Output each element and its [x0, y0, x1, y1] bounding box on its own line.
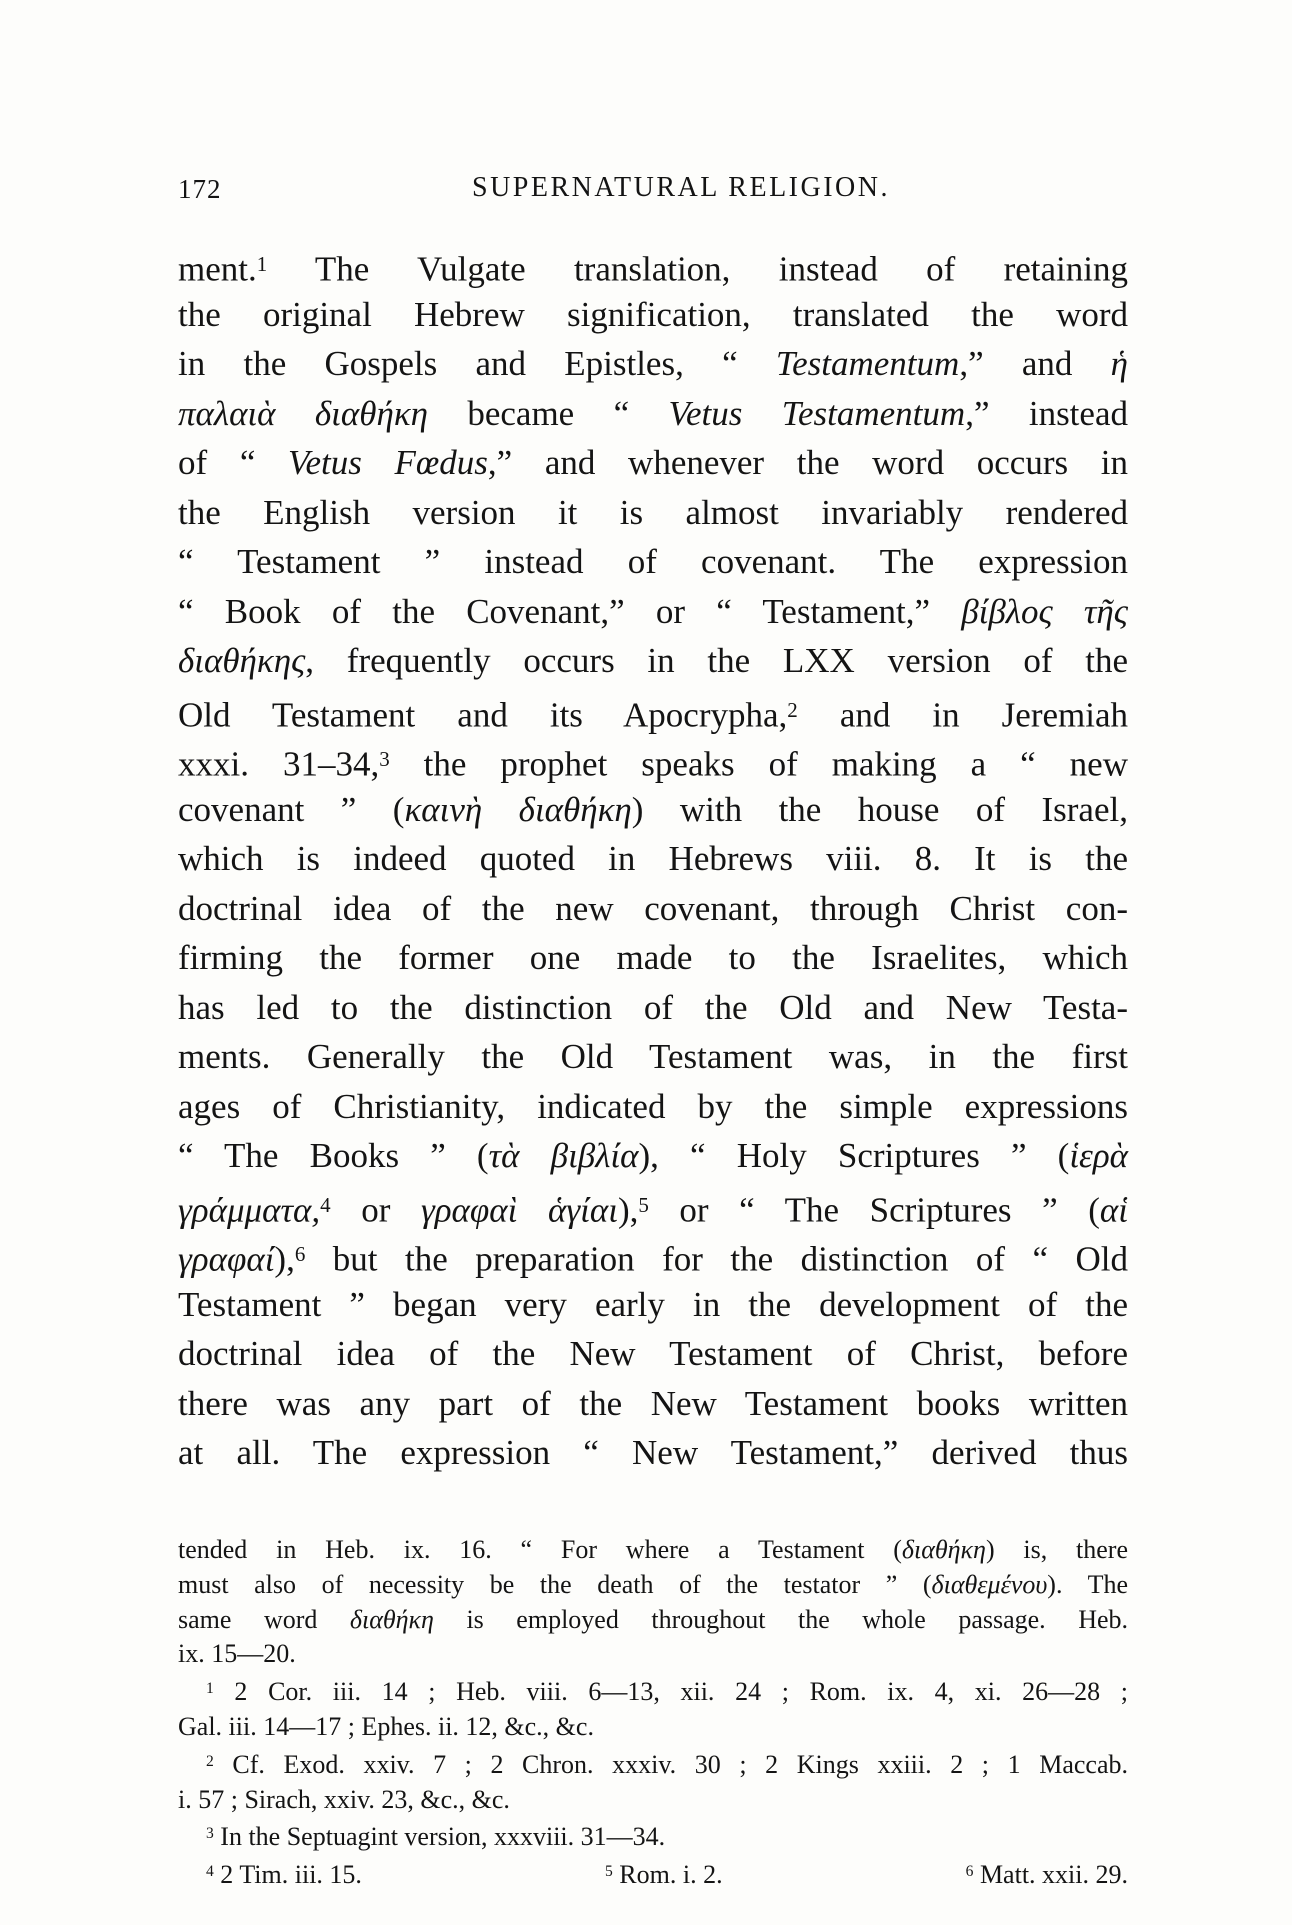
text-line: “ Book of the Covenant,” or “ Testament,” βίβλος τῆς: [178, 591, 1128, 631]
text-line: of “ Vetus Fœdus,” and whenever the word occurs in: [178, 443, 1128, 482]
text-line: doctrinal idea of the New Testament of Christ, before: [178, 1334, 1128, 1373]
text-line: at all. The expression “ New Testament,” derived thus: [178, 1433, 1128, 1472]
text-line: διαθήκης, frequently occurs in the LXX version of the: [178, 641, 1128, 680]
text-line: in the Gospels and Epistles, “ Testamentum,” and ἡ: [178, 344, 1128, 383]
text-line: παλαιὰ διαθήκη became “ Vetus Testamentum,” instead: [178, 393, 1128, 433]
footnote-item: $^5$ Rom. i. 2.: [604, 1860, 723, 1890]
text-line: which is indeed quoted in Hebrews viii. 8. It is the: [178, 839, 1128, 878]
footnote-line: ix. 15—20.: [178, 1639, 296, 1669]
text-line: γράμματα,$^4$ or γραφαὶ ἁγίαι),$^5$ or “ The Scriptures ” (αἱ: [178, 1189, 1129, 1229]
footnote-line: i. 57 ; Sirach, xxiv. 23, &c., &c.: [178, 1784, 510, 1814]
running-title: SUPERNATURAL RELIGION.: [472, 172, 890, 203]
footnote-line: $^3$ In the Septuagint version, xxxviii. 31—34.: [206, 1822, 666, 1852]
footnote-line: Gal. iii. 14—17 ; Ephes. ii. 12, &c., &c.: [178, 1712, 594, 1741]
footnote-row: [178, 1855, 1128, 1893]
text-line: doctrinal idea of the new covenant, through Christ con-: [178, 888, 1128, 928]
text-line: Testament ” began very early in the development of the: [178, 1284, 1128, 1324]
text-line: xxxi. 31–34,$^3$ the prophet speaks of making a “ new: [178, 744, 1128, 784]
footnote-line: same word διαθήκη is employed throughout the whole passage. Heb.: [178, 1604, 1129, 1634]
text-line: “ Testament ” instead of covenant. The expression: [178, 542, 1128, 581]
footnote-item: $^6$ Matt. xxii. 29.: [965, 1860, 1128, 1890]
body-text: [178, 240, 1128, 1478]
text-line: ages of Christianity, indicated by the simple expressions: [178, 1086, 1128, 1126]
page-number: 172: [178, 174, 222, 204]
footnote-line: must also of necessity be the death of the testator ” (διαθεμένου). The: [178, 1569, 1128, 1599]
text-line: ments. Generally the Old Testament was, in the first: [178, 1037, 1128, 1076]
text-line: ment.$^1$ The Vulgate translation, instead of retaining: [178, 249, 1128, 289]
footnote-line: tended in Heb. ix. 16. “ For where a Testament (διαθήκη) is, there: [178, 1535, 1128, 1564]
footnote-line: $^1$ 2 Cor. iii. 14 ; Heb. viii. 6—13, xii. 24 ; Rom. ix. 4, xi. 26—28 ;: [206, 1677, 1128, 1707]
footnotes: [178, 1533, 1128, 1893]
text-line: the original Hebrew signification, translated the word: [178, 294, 1128, 334]
text-line: “ The Books ” (τὰ βιβλία), “ Holy Scriptures ” (ἱερὰ: [178, 1136, 1128, 1175]
text-line: Old Testament and its Apocrypha,$^2$ and in Jeremiah: [178, 694, 1129, 734]
text-line: has led to the distinction of the Old and New Testa-: [178, 987, 1128, 1027]
footnote-line: $^2$ Cf. Exod. xxiv. 7 ; 2 Chron. xxxiv. 30 ; 2 Kings xxiii. 2 ; 1 Maccab.: [206, 1749, 1128, 1779]
footnote-item: $^4$ 2 Tim. iii. 15.: [206, 1860, 362, 1890]
text-line: the English version it is almost invariably rendered: [178, 492, 1128, 532]
text-line: covenant ” (καινὴ διαθήκη) with the house of Israel,: [178, 789, 1128, 829]
text-line: γραφαί),$^6$ but the preparation for the distinction of “ Old: [178, 1239, 1128, 1279]
text-line: firming the former one made to the Israelites, which: [178, 938, 1128, 977]
text-line: there was any part of the New Testament books written: [178, 1383, 1128, 1423]
page-header: [0, 170, 1292, 212]
